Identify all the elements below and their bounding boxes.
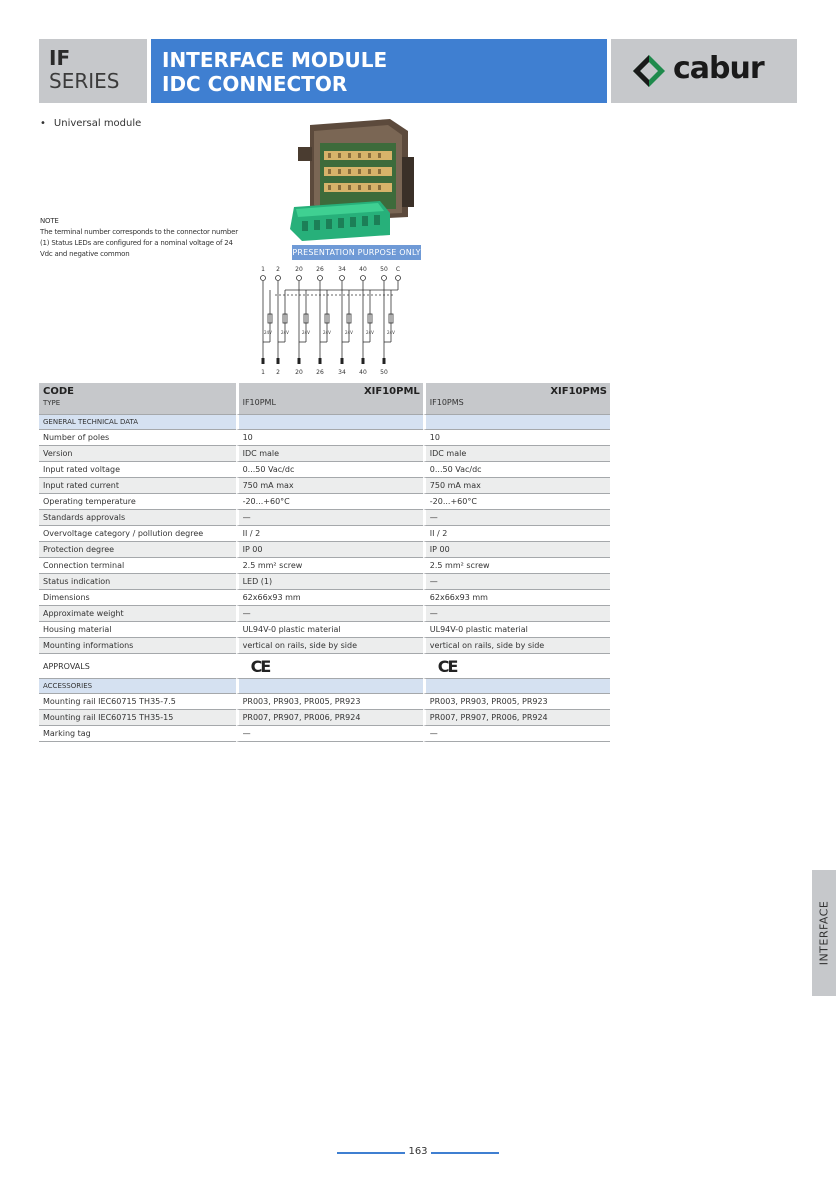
row-value: 2.5 mm² screw xyxy=(423,558,610,574)
row-value: vertical on rails, side by side xyxy=(236,638,423,654)
table-row xyxy=(39,694,610,710)
row-label: Version xyxy=(39,446,236,462)
row-label: Approximate weight xyxy=(39,606,236,622)
table-row xyxy=(39,446,610,462)
side-tab-label: INTERFACE xyxy=(817,900,831,966)
logo-text: cabur xyxy=(673,51,764,86)
row-label: Number of poles xyxy=(39,430,236,446)
table-row xyxy=(39,462,610,478)
row-value: — xyxy=(423,574,610,590)
section-blank xyxy=(236,679,423,694)
note-heading: NOTE xyxy=(40,217,59,225)
table-row xyxy=(39,606,610,622)
row-value: vertical on rails, side by side xyxy=(423,638,610,654)
row-label: Operating temperature xyxy=(39,494,236,510)
feature-list xyxy=(40,118,141,129)
type-label: TYPE xyxy=(43,399,61,407)
row-value: UL94V-0 plastic material xyxy=(423,622,610,638)
led-label: 24V xyxy=(264,330,272,335)
row-value: LED (1) xyxy=(236,574,423,590)
section-blank xyxy=(423,415,610,430)
row-label: Overvoltage category / pollution degree xyxy=(39,526,236,542)
type-value: IF10PML xyxy=(242,398,276,407)
row-value: IDC male xyxy=(423,446,610,462)
schematic-top-label: 50 xyxy=(380,266,388,273)
row-label: Input rated current xyxy=(39,478,236,494)
row-value: II / 2 xyxy=(423,526,610,542)
image-caption: PRESENTATION PURPOSE ONLY xyxy=(292,245,421,260)
feature-item: Universal module xyxy=(53,118,142,129)
row-value: IDC male xyxy=(236,446,423,462)
note-block xyxy=(40,216,245,260)
section-side-tab xyxy=(812,870,836,996)
footer-rule-left xyxy=(337,1152,405,1154)
spec-table xyxy=(39,383,610,742)
row-value: 750 mA max xyxy=(423,478,610,494)
row-value: -20...+60°C xyxy=(236,494,423,510)
schematic-bottom-label: 20 xyxy=(295,369,303,376)
led-label: 24V xyxy=(366,330,374,335)
spec-rows xyxy=(39,430,610,654)
series-code: IF xyxy=(49,46,71,70)
row-value: IP 00 xyxy=(236,542,423,558)
row-label: Protection degree xyxy=(39,542,236,558)
row-label: Connection terminal xyxy=(39,558,236,574)
schematic-bottom-label: 34 xyxy=(338,369,346,376)
schematic-top-label: 34 xyxy=(338,266,346,273)
table-row xyxy=(39,622,610,638)
led-label: 24V xyxy=(323,330,331,335)
footer-rule-right xyxy=(431,1152,499,1154)
product-image xyxy=(290,117,420,245)
row-label: APPROVALS xyxy=(39,654,236,679)
row-value: 2.5 mm² screw xyxy=(236,558,423,574)
row-value: — xyxy=(423,726,610,742)
accessory-rows xyxy=(39,694,610,742)
schematic-bottom-label: 1 xyxy=(261,369,265,376)
section-row-general xyxy=(39,415,610,430)
section-blank xyxy=(236,415,423,430)
section-label: ACCESSORIES xyxy=(39,679,236,694)
row-label: Marking tag xyxy=(39,726,236,742)
row-value: 62x66x93 mm xyxy=(423,590,610,606)
page-title xyxy=(151,39,607,103)
row-value: II / 2 xyxy=(236,526,423,542)
table-row xyxy=(39,574,610,590)
led-label: 24V xyxy=(281,330,289,335)
code-value: XIF10PML xyxy=(363,386,420,397)
note-line-2: (1) Status LEDs are configured for a nominal voltage of 24 Vdc and negative common xyxy=(40,239,233,258)
page-number: 163 xyxy=(405,1146,431,1157)
bullet-icon: • xyxy=(40,118,46,129)
row-label: Input rated voltage xyxy=(39,462,236,478)
schematic-bottom-label: 50 xyxy=(380,369,388,376)
header-cell-product-1 xyxy=(236,383,423,415)
table-row xyxy=(39,542,610,558)
schematic-bottom-label: 26 xyxy=(316,369,324,376)
row-label: Mounting informations xyxy=(39,638,236,654)
schematic-top-label: C xyxy=(395,266,401,273)
row-value: UL94V-0 plastic material xyxy=(236,622,423,638)
table-row xyxy=(39,710,610,726)
schematic-top-label: 2 xyxy=(276,266,280,273)
row-label: Dimensions xyxy=(39,590,236,606)
row-label: Housing material xyxy=(39,622,236,638)
row-value: PR007, PR907, PR006, PR924 xyxy=(423,710,610,726)
row-value: — xyxy=(423,510,610,526)
table-row xyxy=(39,478,610,494)
section-row-accessories xyxy=(39,679,610,694)
row-value: 10 xyxy=(236,430,423,446)
schematic-top-label: 20 xyxy=(295,266,303,273)
section-label: GENERAL TECHNICAL DATA xyxy=(39,415,236,430)
row-value: IP 00 xyxy=(423,542,610,558)
row-value: 10 xyxy=(423,430,610,446)
table-row xyxy=(39,638,610,654)
row-value: — xyxy=(236,510,423,526)
table-row xyxy=(39,430,610,446)
ce-mark-icon: CE xyxy=(250,656,270,676)
table-row xyxy=(39,494,610,510)
row-value: -20...+60°C xyxy=(423,494,610,510)
wiring-schematic xyxy=(245,262,415,380)
row-value: PR003, PR903, PR005, PR923 xyxy=(423,694,610,710)
note-line-1: The terminal number corresponds to the connector number xyxy=(40,228,238,236)
table-row-approvals xyxy=(39,654,610,679)
code-label: CODE xyxy=(43,386,74,397)
row-value: 0...50 Vac/dc xyxy=(423,462,610,478)
row-value: PR007, PR907, PR006, PR924 xyxy=(236,710,423,726)
row-value: 750 mA max xyxy=(236,478,423,494)
led-label: 24V xyxy=(387,330,395,335)
title-line-1: INTERFACE MODULE xyxy=(162,48,388,72)
row-value: 0...50 Vac/dc xyxy=(236,462,423,478)
schematic-top-label: 1 xyxy=(261,266,265,273)
row-value: — xyxy=(423,606,610,622)
table-row xyxy=(39,590,610,606)
header-cell-labels xyxy=(39,383,236,415)
row-value: — xyxy=(236,606,423,622)
code-value: XIF10PMS xyxy=(550,386,607,397)
ce-mark-icon: CE xyxy=(437,656,457,676)
schematic-bottom-label: 40 xyxy=(359,369,367,376)
section-blank xyxy=(423,679,610,694)
series-word: SERIES xyxy=(49,69,120,93)
table-row xyxy=(39,726,610,742)
row-label: Standards approvals xyxy=(39,510,236,526)
led-label: 24V xyxy=(345,330,353,335)
table-header-row xyxy=(39,383,610,415)
row-value: PR003, PR903, PR005, PR923 xyxy=(236,694,423,710)
brand-logo xyxy=(611,39,797,103)
row-label: Mounting rail IEC60715 TH35-7.5 xyxy=(39,694,236,710)
title-line-2: IDC CONNECTOR xyxy=(162,72,348,96)
header-cell-product-2 xyxy=(423,383,610,415)
table-row xyxy=(39,510,610,526)
row-value xyxy=(423,654,610,679)
schematic-top-label: 26 xyxy=(316,266,324,273)
row-label: Status indication xyxy=(39,574,236,590)
table-row xyxy=(39,526,610,542)
table-row xyxy=(39,558,610,574)
schematic-top-label: 40 xyxy=(359,266,367,273)
schematic-bottom-label: 2 xyxy=(276,369,280,376)
led-label: 24V xyxy=(302,330,310,335)
row-value xyxy=(236,654,423,679)
row-value: 62x66x93 mm xyxy=(236,590,423,606)
row-label: Mounting rail IEC60715 TH35-15 xyxy=(39,710,236,726)
type-value: IF10PMS xyxy=(429,398,464,407)
row-value: — xyxy=(236,726,423,742)
logo-mark-icon xyxy=(631,53,671,89)
series-box xyxy=(39,39,147,103)
